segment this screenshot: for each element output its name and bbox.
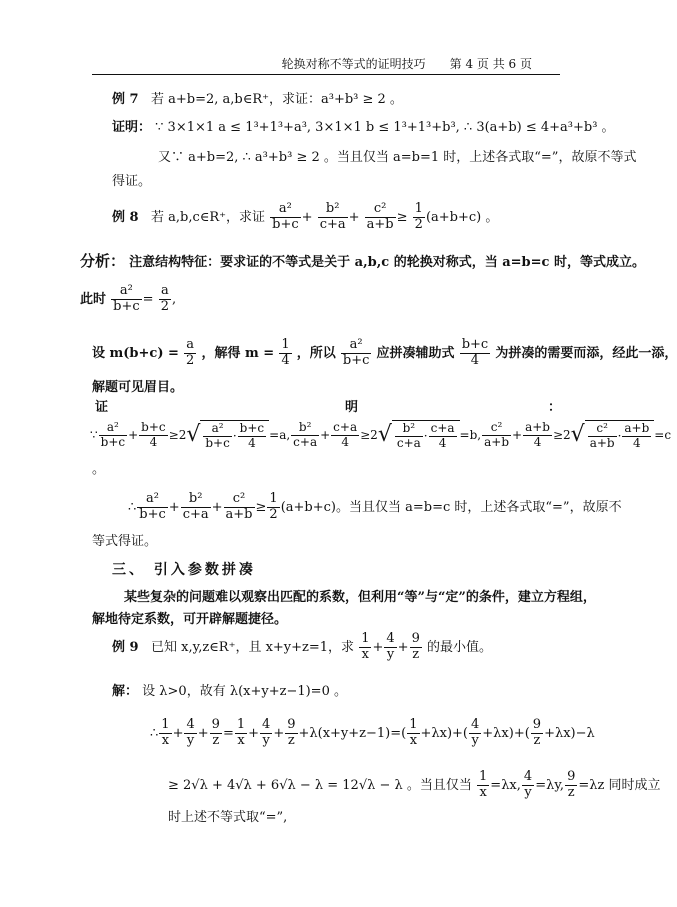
example-9-solution — [112, 684, 347, 700]
example-9-text-b: 的最小值。 — [427, 639, 493, 655]
example-7-statement — [112, 92, 403, 108]
formula-fraction: $\frac{1}{x}$ — [361, 631, 370, 662]
analysis-cishi: 此时 $\frac{\text{a²}}{b+c}$ = $\frac{a}{2}$ , — [80, 283, 177, 314]
formula-fraction: $\frac{\text{a²}}{b+c}$ — [100, 420, 126, 449]
example-9-text-a: 已知 x,y,z∈R⁺，且 x+y+z=1，求 — [150, 639, 355, 655]
example-7-text: 若 a+b=2, a,b∈R⁺，求证：a³+b³ ≥ 2 。 — [150, 92, 403, 107]
formula-fraction: $\frac{1}{2}$ — [269, 491, 278, 522]
proof-line-3: 得证。 — [112, 174, 152, 189]
cishi-label: 此时 — [80, 291, 107, 307]
setup-a: 设 m(b+c) = — [92, 345, 179, 361]
formula-fraction: $\frac{4}{y}$ — [523, 769, 533, 800]
example-7-proof — [112, 120, 615, 136]
solution-text: 设 λ>0，故有 λ(x+y+z−1)=0 。 — [142, 684, 347, 699]
formula-fraction: $\frac{4}{y}$ — [186, 717, 195, 748]
example-8-statement: 例 8 若 a,b,c∈R⁺，求证 $\frac{\text{a²}}{b+c}$ + $\frac{\text{b²}}{c+a}$ + $\frac{\text{c²}}{a+b}$ ≥ $\frac{1}{2}$ (a+b+c) 。 — [112, 201, 499, 232]
formula-fraction: $\frac{\text{c²}}{a+b}$ — [225, 491, 253, 522]
analysis-paragraph — [80, 252, 645, 271]
example-8-text: 若 a,b,c∈R⁺，求证 — [150, 209, 266, 225]
formula-fraction: $\frac{1}{x}$ — [161, 717, 170, 748]
formula-fraction: $\frac{\text{a²}}{b+c}$ — [139, 491, 166, 522]
analysis-label: 分析： — [80, 252, 126, 270]
formula-fraction: $\frac{\text{a²}}{b+c}$ — [342, 337, 370, 368]
example-9-label: 例 9 — [112, 639, 139, 655]
formula-fraction: $\frac{\text{c²}}{a+b}$ — [484, 420, 509, 449]
proof-line-2: 又∵ a+b=2, ∴ a³+b³ ≥ 2 。当且仅当 a=b=1 时，上述各式取“=”，故原不等式 — [158, 150, 637, 165]
conclusion-line-2: 等式得证。 — [92, 534, 158, 549]
formula-fraction: $\frac{\text{b²}}{c+a}$ — [182, 491, 209, 522]
example-7-label: 例 7 — [112, 92, 139, 107]
formula-fraction: $\frac{9}{z}$ — [532, 717, 542, 748]
analysis-setup — [92, 338, 677, 369]
formula-fraction: $\frac{9}{z}$ — [287, 717, 296, 748]
formula-fraction: $\frac{\text{b²}}{c+a}$ — [319, 201, 346, 232]
bound-text-2: 同时成立 — [608, 777, 661, 793]
header-title: 轮换对称不等式的证明技巧 第 4 页 共 6 页 — [281, 57, 532, 71]
section-3-intro-1: 某些复杂的问题难以观察出匹配的系数，但利用“等”与“定”的条件，建立方程组， — [124, 590, 596, 605]
analysis-text: 注意结构特征：要求证的不等式是关于 a,b,c 的轮换对称式，当 a=b=c 时，等式成立。 — [129, 255, 645, 270]
formula-fraction: $\frac{1}{x}$ — [479, 769, 488, 800]
example-9-equality: 时上述不等式取“=”, — [168, 810, 288, 825]
page-header — [92, 52, 560, 75]
example-8-proof-inequalities: ∵ $\frac{\text{a²}}{b+c}$ + $\frac{b+c}{4}$ ≥2√ $\frac{\text{a²}}{b+c}$ · $\frac{b+c}{4}$ =a, $\frac{\text{b²}}{c+a}$ + $\frac{c+a}{4}$ ≥2√ $\frac{\text{b²}}{c+a}$ · $\frac{c+a}{4}$ =b, $\frac{\text{c²}}{a+b}$ + $\frac{a+b}{4}$ ≥2√ $\frac{\text{c²}}{a+b}$ · $\frac{a+b}{4}$ =c — [90, 420, 672, 450]
formula-fraction: $\frac{4}{y}$ — [262, 717, 271, 748]
formula-fraction: $\frac{1}{4}$ — [281, 337, 290, 368]
proof-line-1: ∵ 3×1×1 a ≤ 1³+1³+a³, 3×1×1 b ≤ 1³+1³+b³, ∴ 3(a+b) ≤ 4+a³+b³ 。 — [155, 120, 615, 135]
example-9-expansion: ∴ $\frac{1}{x}$ + $\frac{4}{y}$ + $\frac{9}{z}$ = $\frac{1}{x}$ + $\frac{4}{y}$ + $\frac{9}{z}$ +λ(x+y+z−1)=( $\frac{1}{x}$ +λx)+( $\frac{4}{y}$ +λx)+( $\frac{9}{z}$ +λx)−λ — [150, 717, 595, 748]
formula-fraction: $\frac{b+c}{4}$ — [141, 420, 166, 449]
proof-ming: 明 — [345, 400, 359, 415]
formula-fraction: $\frac{4}{y}$ — [386, 631, 395, 662]
example-8-conclusion: ∴ $\frac{\text{a²}}{b+c}$ + $\frac{\text{b²}}{c+a}$ + $\frac{\text{c²}}{a+b}$ ≥ $\frac{1}{2}$ (a+b+c)。当且仅当 a=b=c 时，上述各式取“=”，故原不 — [128, 491, 622, 522]
setup-e: 为拼凑的需要而添，经此一添， — [495, 345, 677, 361]
formula-fraction: $\frac{\text{a²}}{b+c}$ — [113, 283, 140, 314]
formula-fraction: $\frac{9}{z}$ — [211, 717, 220, 748]
setup-line-2: 解题可见眉目。 — [92, 380, 184, 395]
setup-d: 应拼凑辅助式 — [376, 345, 455, 361]
example-9-bound: ≥ 2√λ + 4√λ + 6√λ − λ = 12√λ − λ 。当且仅当 $\frac{1}{x}$ =λx, $\frac{4}{y}$ =λy, $\frac{9}{z}$ =λz 同时成立 — [168, 769, 661, 800]
formula-fraction: $\frac{1}{x}$ — [236, 717, 246, 748]
formula-fraction: $\frac{\text{b²}}{c+a}$ — [293, 420, 318, 449]
proof-label: 证明： — [112, 120, 152, 135]
proof-zheng: 证 — [95, 400, 109, 415]
setup-b: ，解得 m = — [201, 345, 275, 361]
formula-fraction: $\frac{a+b}{4}$ — [525, 420, 550, 449]
proof-colon: ： — [548, 400, 562, 415]
formula-fraction: $\frac{1}{x}$ — [409, 717, 418, 748]
formula-fraction: $\frac{1}{2}$ — [414, 201, 423, 232]
formula-fraction: $\frac{b+c}{4}$ — [461, 337, 489, 368]
formula-fraction: $\frac{a}{2}$ — [186, 337, 195, 368]
solution-label: 解： — [112, 684, 139, 699]
example-9-statement: 例 9 已知 x,y,z∈R⁺，且 x+y+z=1，求 $\frac{1}{x}$ + $\frac{4}{y}$ + $\frac{9}{z}$ 的最小值。 — [112, 631, 493, 662]
formula-fraction: $\frac{\text{a²}}{b+c}$ — [272, 201, 299, 232]
formula-fraction: $\frac{9}{z}$ — [567, 769, 576, 800]
bound-text: ≥ 2√λ + 4√λ + 6√λ − λ = 12√λ − λ 。当且仅当 — [168, 777, 472, 793]
formula-fraction: $\frac{c+a}{4}$ — [333, 420, 358, 449]
formula-fraction: $\frac{a}{2}$ — [160, 283, 169, 314]
conclusion-text: 。当且仅当 a=b=c 时，上述各式取“=”，故原不 — [335, 499, 622, 515]
proof-period: 。 — [92, 462, 106, 477]
section-3-intro-2: 解地待定系数，可开辟解题捷径。 — [92, 612, 288, 627]
formula-fraction: $\frac{4}{y}$ — [471, 717, 480, 748]
formula-fraction: $\frac{\text{c²}}{a+b}$ — [366, 201, 394, 232]
example-8-label: 例 8 — [112, 209, 139, 225]
setup-c: ，所以 — [296, 345, 336, 361]
section-3-title: 三、 引入参数拼凑 — [112, 562, 256, 578]
formula-fraction: $\frac{9}{z}$ — [411, 631, 420, 662]
